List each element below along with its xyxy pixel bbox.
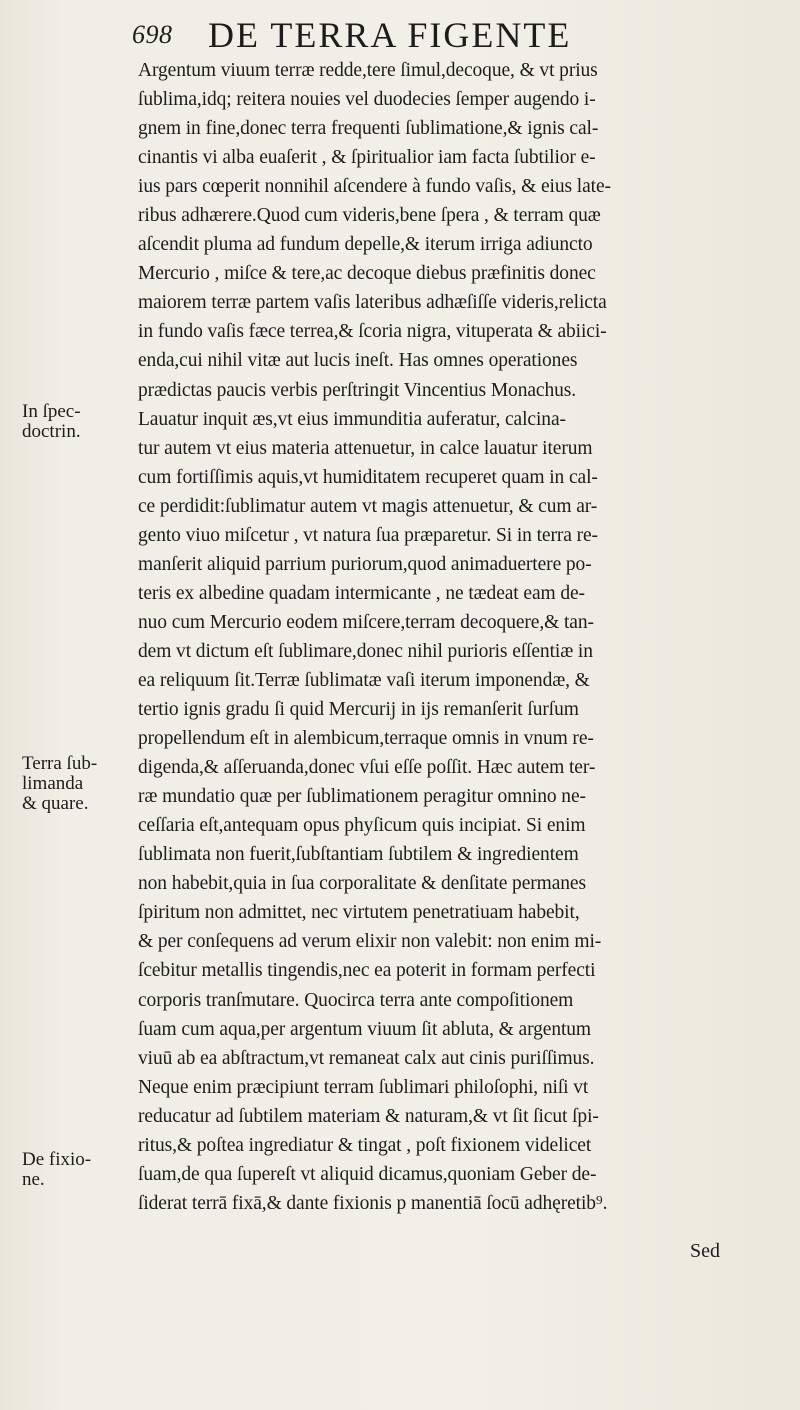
text-line: Argentum viuum terræ redde,tere ſimul,decoque, & vt prius <box>138 60 598 81</box>
catchword: Sed <box>690 1240 720 1262</box>
margin-note-line: De fixio- <box>22 1149 92 1170</box>
margin-note-line: ne. <box>22 1169 45 1190</box>
text-line: gento viuo miſcetur , vt natura ſua præparetur. Si in terra re- <box>138 524 598 546</box>
margin-note-line: In ſpec- <box>22 401 81 422</box>
text-line: ribus adhærere.Quod cum videris,bene ſpera , & terram quæ <box>138 205 601 227</box>
text-line: non habebit,quia in ſua corporalitate & denſitate permanes <box>138 873 586 895</box>
text-line: cum fortiſſimis aquis,vt humiditatem recuperet quam in cal- <box>138 466 598 488</box>
text-line: tur autem vt eius materia attenuetur, in calce lauatur iterum <box>138 437 593 459</box>
text-line: ræ mundatio quæ per ſublimationem peragitur omnino ne- <box>138 786 586 808</box>
text-line: ſiderat terrā fixā,& dante fixionis p manentiā ſocū adhęretib⁹. <box>138 1192 608 1214</box>
running-head: DE TERRA FIGENTE <box>208 15 572 55</box>
text-line: prædictas paucis verbis perſtringit Vincentius Monachus. <box>138 379 577 401</box>
text-line: ſpiritum non admittet, nec virtutem penetratiuam habebit, <box>138 902 580 924</box>
text-line: ritus,& poſtea ingrediatur & tingat , poſt fixionem videlicet <box>138 1134 592 1156</box>
text-line: viuū ab ea abſtractum,vt remaneat calx aut cinis puriſſimus. <box>138 1047 595 1069</box>
margin-note-de-fixione <box>22 1150 122 1190</box>
text-line: ſublima,idq; reitera nouies vel duodecies ſemper augendo i- <box>138 89 596 111</box>
margin-note-line: Terra ſub- <box>22 753 98 774</box>
text-line: digenda,& aſſeruanda,donec vſui eſſe poſſit. Hæc autem ter- <box>138 757 596 779</box>
text-line: tertio ignis gradu ſi quid Mercurij in ijs remanſerit ſurſum <box>138 699 579 721</box>
text-line: Mercurio , miſce & tere,ac decoque diebus præfinitis donec <box>138 263 596 285</box>
text-line: ſublimata non fuerit,ſubſtantiam ſubtilem & ingredientem <box>138 844 579 866</box>
text-line: teris ex albedine quadam intermicante , ne tædeat eam de- <box>138 582 585 604</box>
text-line: propellendum eſt in alembicum,terraque omnis in vnum re- <box>138 728 594 750</box>
text-line: ce perdidit:ſublimatur autem vt magis attenuetur, & cum ar- <box>138 495 598 517</box>
text-line: Neque enim præcipiunt terram ſublimari philoſophi, niſi vt <box>138 1076 589 1098</box>
text-line: aſcendit pluma ad fundum depelle,& iterum irriga adiuncto <box>138 234 593 256</box>
text-line: manſerit aliquid parrium puriorum,quod animaduertere po- <box>138 553 592 575</box>
page-header <box>0 14 800 58</box>
text-line: ſuam,de qua ſupereſt vt aliquid dicamus,quoniam Geber de- <box>138 1163 597 1185</box>
text-line: ſcebitur metallis tingendis,nec ea poterit in formam perfecti <box>138 960 596 982</box>
text-line: Lauatur inquit æs,vt eius immunditia auferatur, calcina- <box>138 408 566 430</box>
text-line: & per conſequens ad verum elixir non valebit: non enim mi- <box>138 931 602 953</box>
margin-note-line: limanda <box>22 773 84 794</box>
main-text-block <box>138 56 770 1218</box>
text-line: cinantis vi alba euaſerit , & ſpiritualior iam facta ſubtilior e- <box>138 147 596 169</box>
text-line: enda,cui nihil vitæ aut lucis ineſt. Has omnes operationes <box>138 350 578 372</box>
margin-note-doctrine <box>22 402 122 442</box>
text-line: ſuam cum aqua,per argentum viuum ſit abluta, & argentum <box>138 1018 591 1040</box>
text-line: maiorem terræ partem vaſis lateribus adhæſiſſe videris,relicta <box>138 292 607 314</box>
text-line: dem vt dictum eſt ſublimare,donec nihil purioris eſſentiæ in <box>138 640 593 662</box>
text-line: corporis tranſmutare. Quocirca terra ante compoſitionem <box>138 989 574 1011</box>
margin-note-line: & quare. <box>22 793 89 814</box>
margin-note-terra-sublimanda <box>22 754 122 814</box>
margin-note-line: doctrin. <box>22 421 81 442</box>
text-line: ea reliquum ſit.Terræ ſublimatæ vaſi iterum imponendæ, & <box>138 669 590 691</box>
text-line: gnem in fine,donec terra frequenti ſublimatione,& ignis cal- <box>138 118 599 140</box>
text-line: ceſſaria eſt,antequam opus phyſicum quis incipiat. Si enim <box>138 815 586 837</box>
text-line: reducatur ad ſubtilem materiam & naturam,& vt ſit ſicut ſpi- <box>138 1105 599 1127</box>
text-line: nuo cum Mercurio eodem miſcere,terram decoquere,& tan- <box>138 611 594 633</box>
text-line: in fundo vaſis fæce terrea,& ſcoria nigra, vituperata & abiici- <box>138 321 607 343</box>
text-line: ius pars cœperit nonnihil aſcendere à fundo vaſis, & eius late- <box>138 176 611 198</box>
page-number: 698 <box>132 20 173 49</box>
